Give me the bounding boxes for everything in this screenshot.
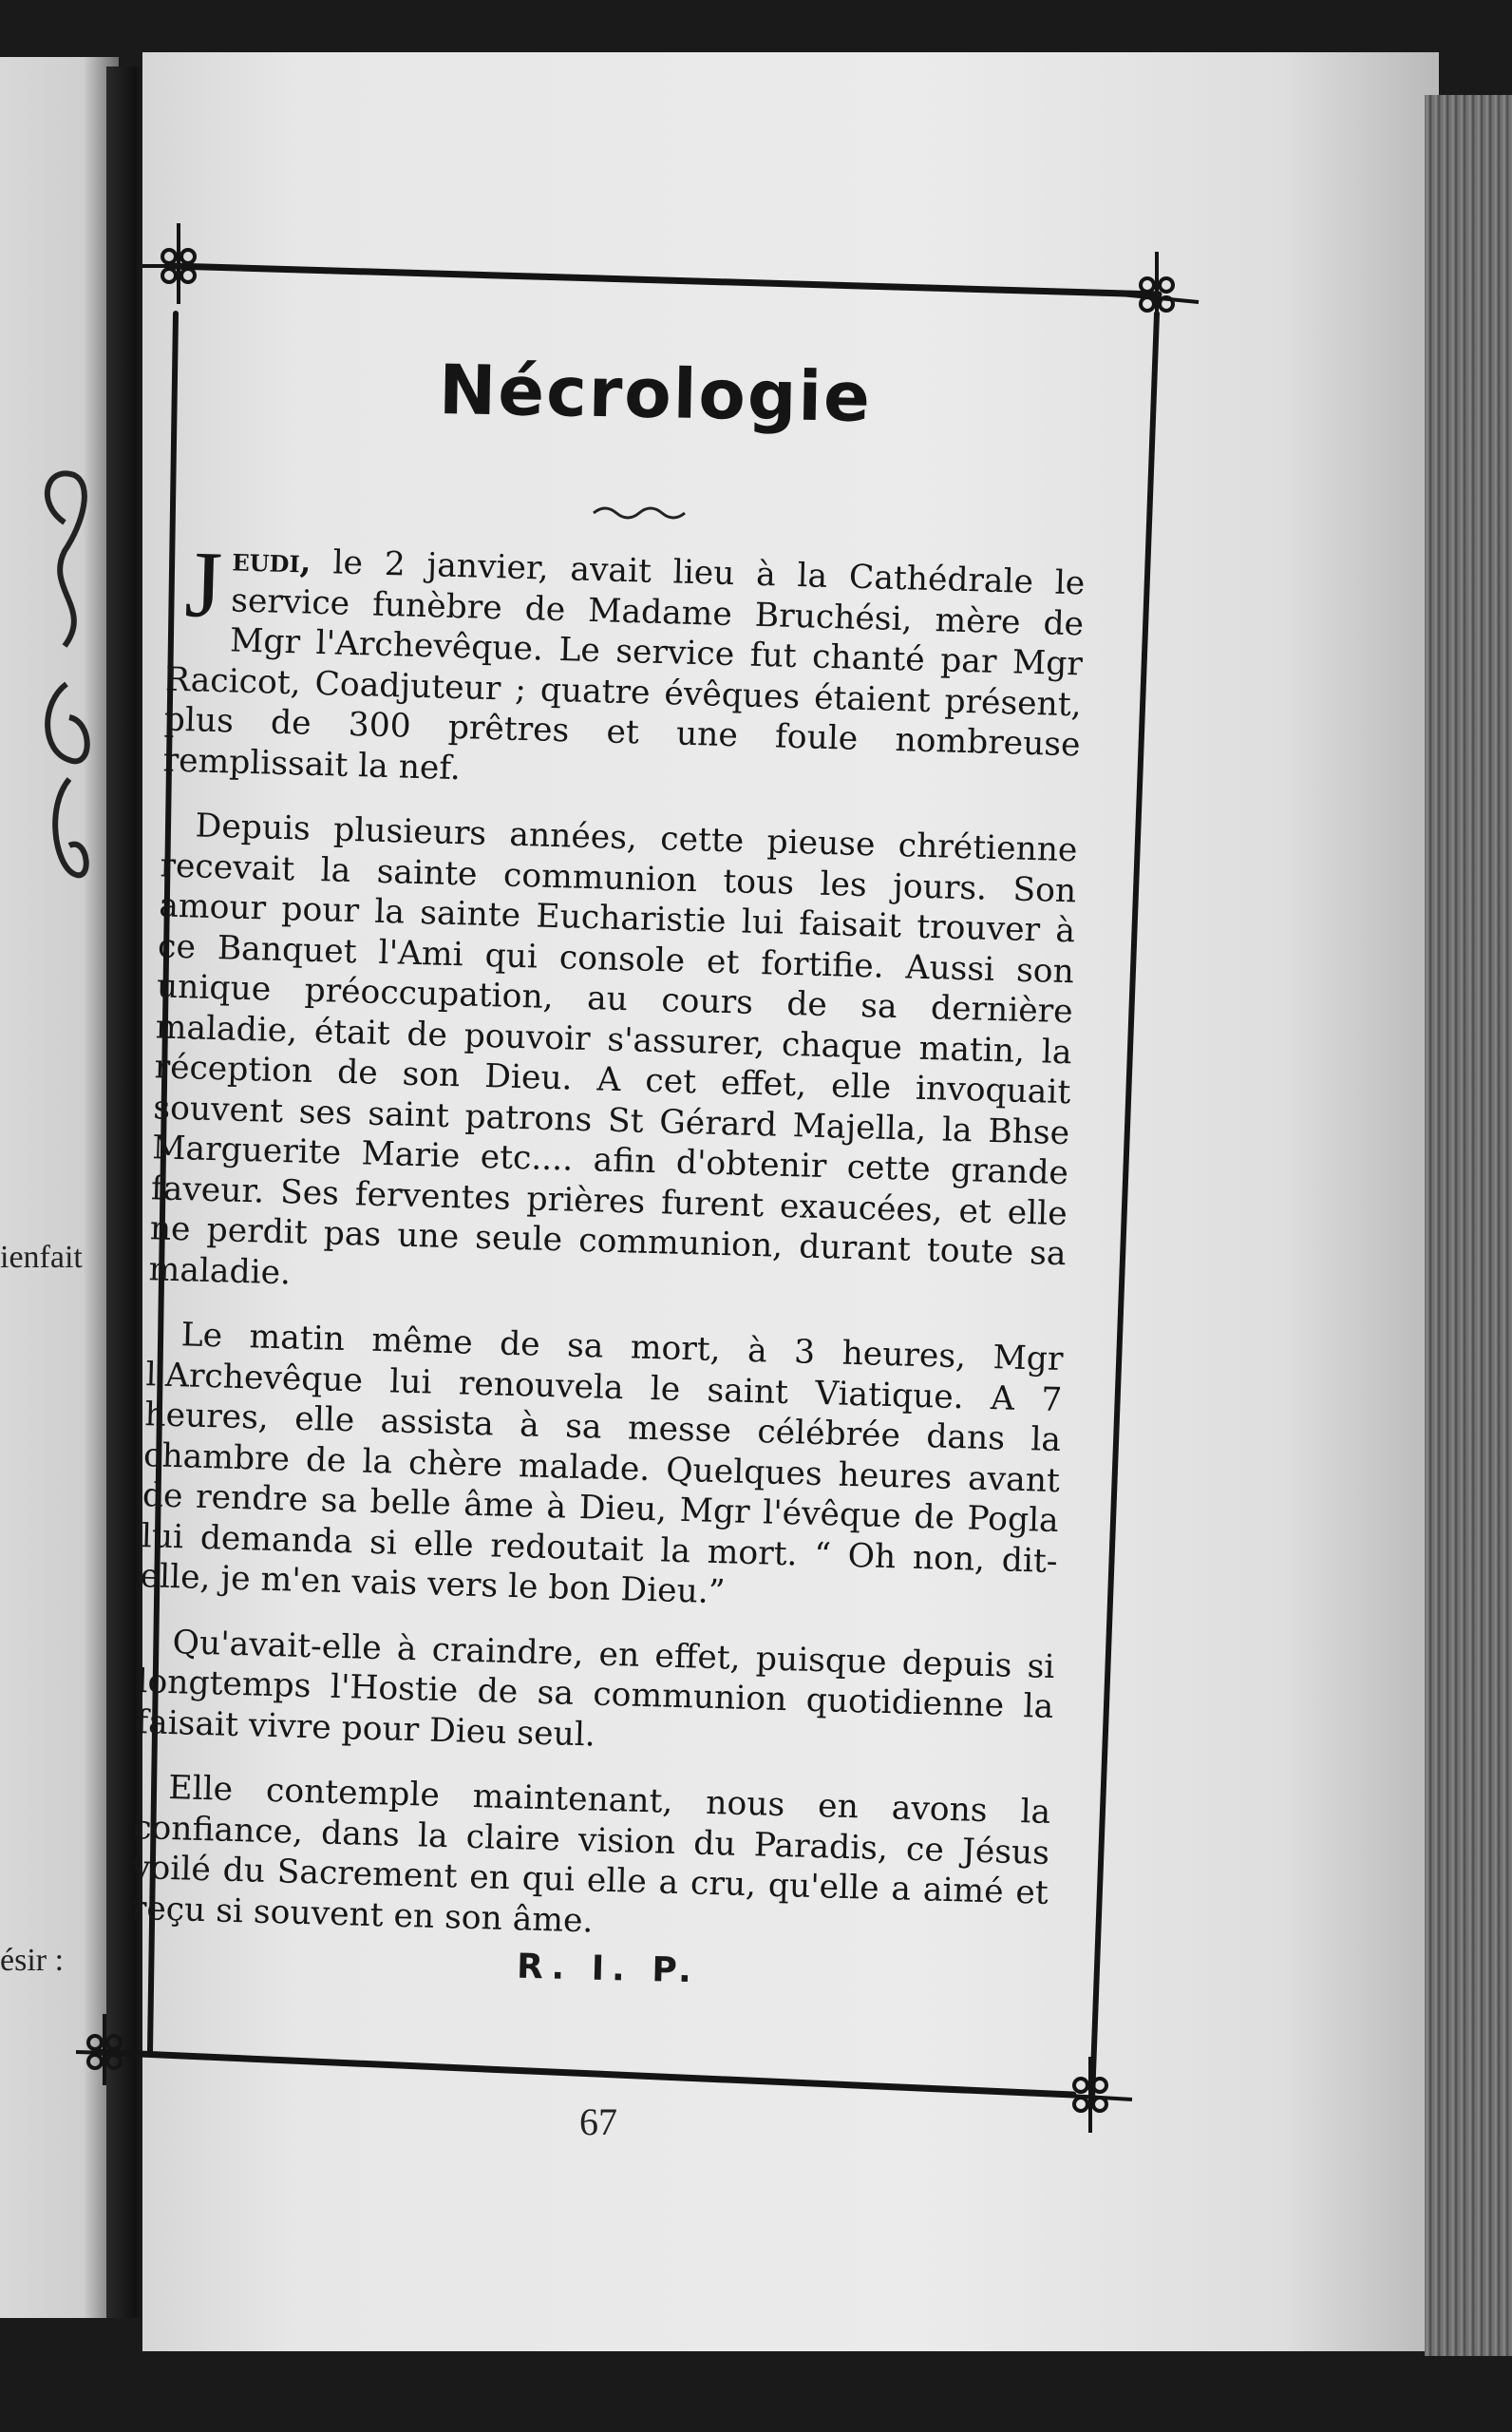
lead-word: eudi, bbox=[231, 541, 312, 581]
paragraph-text: le 2 janvier, avait lieu à la Cathédrale le service funèbre de Madame Bruchési, mère de Mgr l'Archevêque. Le service fut chanté par Mgr Racicot, Coadjuteur ; quatre évêques étaient présent, plus de 300 prêtres et une foule nombreuse remplissait la nef. bbox=[162, 543, 1086, 788]
paragraph: Le matin même de sa mort, à 3 heures, Mgr l'Archevêque lui renouvela le saint Viatique. A 7 heures, elle assista à sa messe célébrée dans la chambre de la chère malade. Quelques heures avant de rendre sa belle âme à Dieu, Mgr l'évêque de Pogla lui demanda si elle redoutait la mort. “ Oh non, dit-elle, je m'en vais vers le bon Dieu.” bbox=[140, 1316, 1064, 1612]
paragraph: Qu'avait-elle à craindre, en effet, puisque depuis si longtemps l'Hostie de sa communion quotidienne la faisait vivre pour Dieu seul. bbox=[135, 1623, 1055, 1755]
closing-rip: R. I. P. bbox=[516, 1947, 700, 1991]
article-body bbox=[130, 531, 1086, 1979]
title-flourish-icon bbox=[594, 508, 685, 518]
paragraph: Depuis plusieurs années, cette pieuse chrétienne recevait la sainte communion tous les jours. Son amour pour la sainte Eucharistie lui faisait trouver à ce Banquet l'Ami qui console et fortifie. Aussi son unique préoccupation, au cours de sa dernière maladie, était de pouvoir s'assurer, chaque matin, la réception de son Dieu. A cet effet, elle invoquait souvent ses saint patrons St Gérard Majella, la Bhse Marguerite Marie etc.... afin d'obtenir cette grande faveur. Ses ferventes prières furent exaucées, et elle ne perdit pas une seule communion, durant toute sa maladie. bbox=[148, 807, 1078, 1292]
corner-ornament-icon bbox=[142, 223, 218, 304]
paragraph: Elle contemple maintenant, nous en avons la confiance, dans la claire vision du Paradis, ce Jésus voilé du Sacrement en qui elle a cru, qu'elle a aimé et reçu si souvent en son âme. bbox=[130, 1769, 1051, 1941]
page-number: 67 bbox=[579, 2100, 617, 2143]
left-page-fragment: ésir : bbox=[0, 1943, 65, 1978]
page-title: Nécrologie bbox=[438, 350, 873, 437]
paragraph bbox=[162, 531, 1086, 807]
left-page-fragment: ienfait bbox=[0, 1240, 83, 1275]
drop-cap: J bbox=[183, 531, 224, 638]
